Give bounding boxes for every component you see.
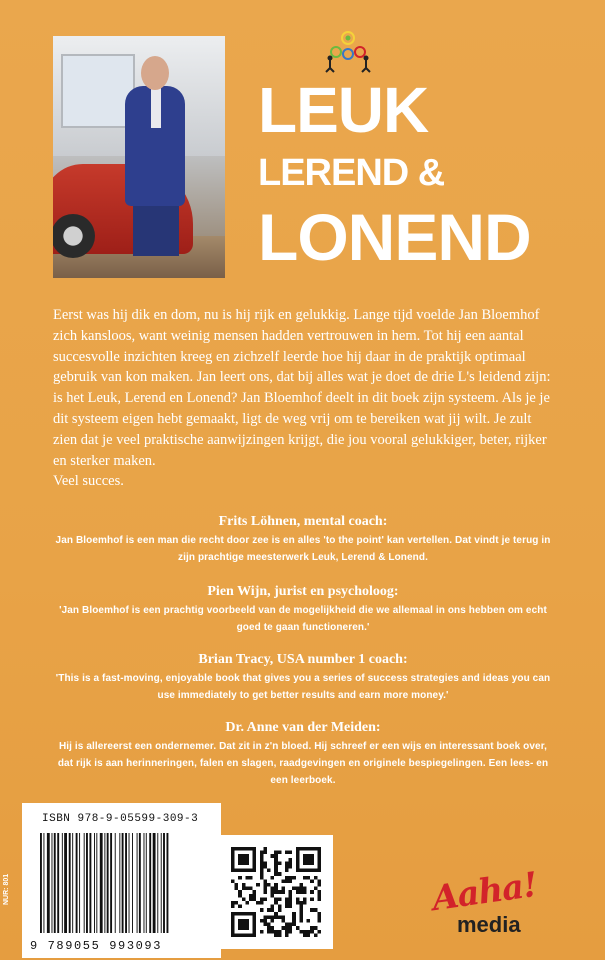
closing-line: Veel succes. — [53, 473, 124, 490]
quote-author: Brian Tracy, USA number 1 coach: — [198, 652, 408, 667]
quote-author: Pien Wijn, jurist en psycholoog: — [207, 584, 399, 599]
barcode-bars-icon — [40, 833, 218, 933]
quote-text: 'This is a fast-moving, enjoyable book that gives you a series of success strategies and ideas you can use immediately to get better results and earn more money.' — [55, 673, 551, 701]
isbn-number: ISBN 978-9-05599-309-3 — [42, 813, 199, 825]
title-line-2: LEREND & — [258, 152, 445, 194]
title-line-3: LONEND — [258, 200, 531, 274]
quote-block — [55, 650, 551, 704]
author-photo — [53, 36, 225, 278]
quote-text: 'Jan Bloemhof is een prachtig voorbeeld van de mogelijkheid die we allemaal in ons hebben om echt goed te gaan functioneren.' — [59, 605, 547, 633]
quote-block — [55, 582, 551, 636]
intro-text — [53, 305, 553, 492]
qr-code — [219, 835, 333, 949]
quote-author: Frits Löhnen, mental coach: — [218, 514, 388, 529]
quote-text: Jan Bloemhof is een man die recht door zee is en alles 'to the point' kan vertellen. Dat vindt je terug in zijn prachtige meesterwerk Leuk, Lerend & Lonend. — [55, 535, 551, 563]
ean-number: 9 789055 993093 — [30, 939, 163, 953]
quote-block — [55, 512, 551, 566]
publisher-sub: media — [457, 912, 521, 937]
quote-text: Hij is allereerst een ondernemer. Dat zit in z'n bloed. Hij schreef er een wijs en interessant boek over, dat rijk is aan herinneringen, falen en slagen, raadgevingen en originele bespiegelingen. Een lees- en een leerboek. — [57, 741, 549, 786]
title-line-1: LEUK — [258, 74, 429, 146]
nur-code: NUR: 801 — [3, 873, 10, 905]
publisher-logo: Aaha! — [429, 864, 540, 920]
book-title — [258, 74, 531, 274]
quote-block — [55, 718, 551, 789]
qr-code-icon — [231, 847, 321, 937]
quote-author: Dr. Anne van der Meiden: — [225, 720, 381, 735]
isbn-barcode — [22, 803, 221, 958]
intro-paragraph: Eerst was hij dik en dom, nu is hij rijk en gelukkig. Lange tijd voelde Jan Bloemhof zich kansloos, want weinig mensen hadden vertrouwen in hem. Tot hij een aantal succesvolle inzichten kreeg en zichzelf leerde hoe hij daar in de praktijk optimaal gebruik van kon maken. Jan leert ons, dat bij alles wat je doet de drie L's leidend zijn: is het Leuk, Lerend en Lonend? Jan Bloemhof deelt in dit boek zijn systeem. Als je je dit systeem eigen hebt gemaakt, ligt de weg vrij om te bereiken wat jij wilt. Je zult zien dat je veel praktische aanwijzingen krijgt, die jou vooral gelukkiger, beter, rijker en sterker maken. — [53, 307, 551, 469]
people-logo-icon — [318, 30, 378, 74]
